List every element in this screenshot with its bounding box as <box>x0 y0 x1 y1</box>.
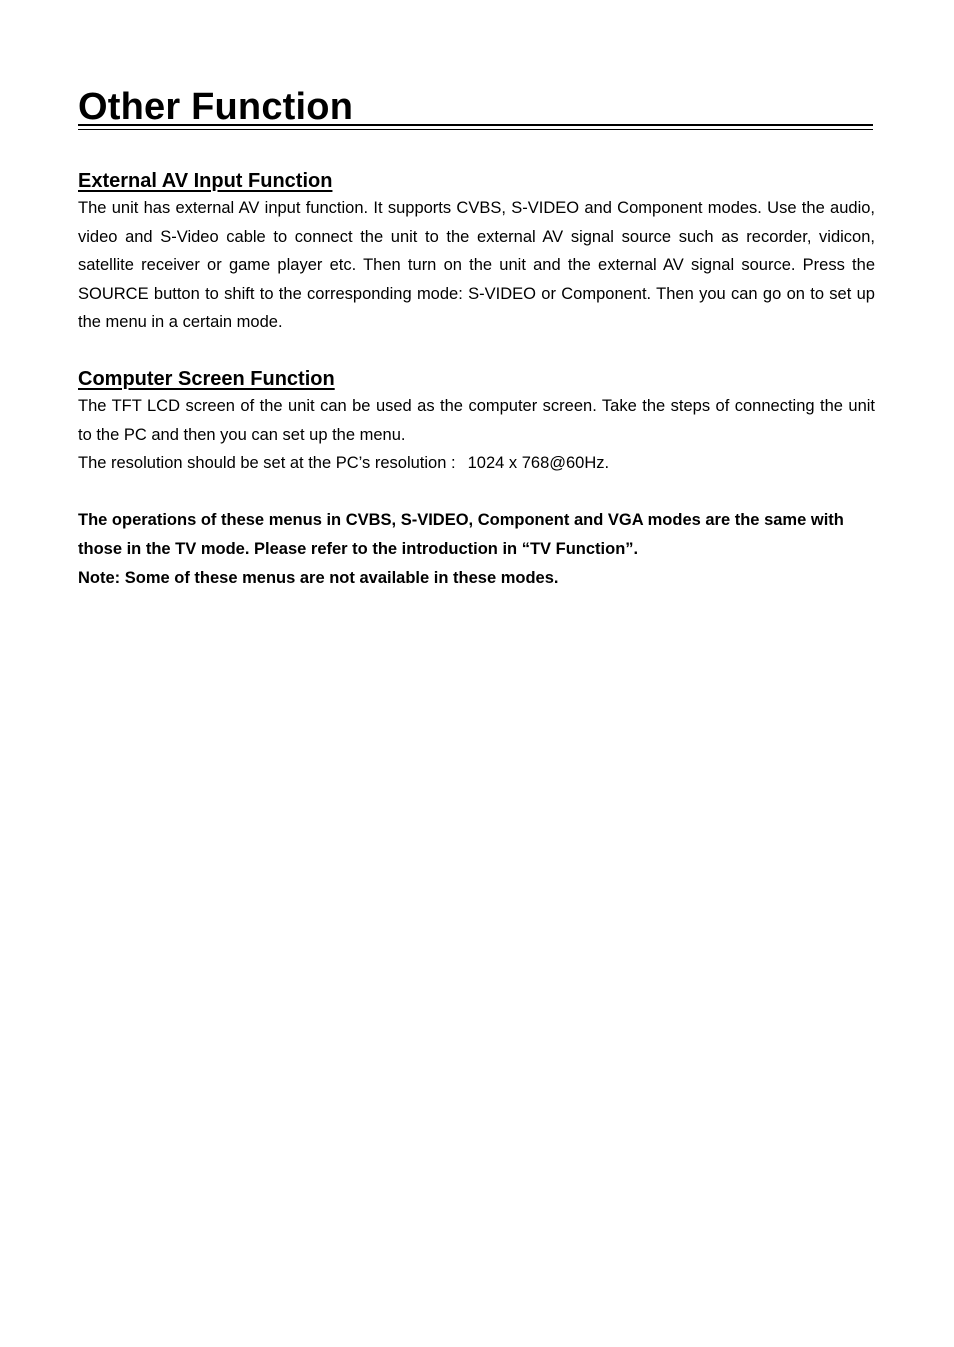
title-rule-thick <box>78 124 873 126</box>
notes-block <box>78 506 875 592</box>
resolution-label: The resolution should be set at the PC’s resolution : <box>78 454 456 473</box>
section-external-av-input <box>78 168 875 337</box>
note-availability: Note: Some of these menus are not available in these modes. <box>78 568 559 587</box>
resolution-value: 1024 x 768@60Hz. <box>467 454 610 473</box>
section-heading-external-av: External AV Input Function <box>78 170 333 192</box>
section-heading-computer-screen: Computer Screen Function <box>78 367 335 390</box>
resolution-line <box>78 449 875 478</box>
section-body-external-av: The unit has external AV input function. It supports CVBS, S-VIDEO and Component modes. Use the audio, video and S-Video cable to connect the unit to the external AV signal source such as recorder, vidicon, satellite receiver or game player etc. Then turn on the unit and the external AV signal source. Press the SOURCE button to shift to the corresponding mode: S-VIDEO or Component. Then you can go on to set up the menu in a certain mode. <box>78 199 875 332</box>
document-page <box>78 80 875 592</box>
page-title-block <box>78 80 875 132</box>
title-rule-thin <box>78 129 873 130</box>
page-title: Other Function <box>78 86 354 128</box>
note-operations: The operations of these menus in CVBS, S-VIDEO, Component and VGA modes are the same with those in the TV mode. Please refer to the introduction in “TV Function”. <box>78 511 844 558</box>
section-computer-screen <box>78 366 875 478</box>
section-body-computer-screen: The TFT LCD screen of the unit can be used as the computer screen. Take the steps of connecting the unit to the PC and then you can set up the menu. <box>78 396 875 444</box>
